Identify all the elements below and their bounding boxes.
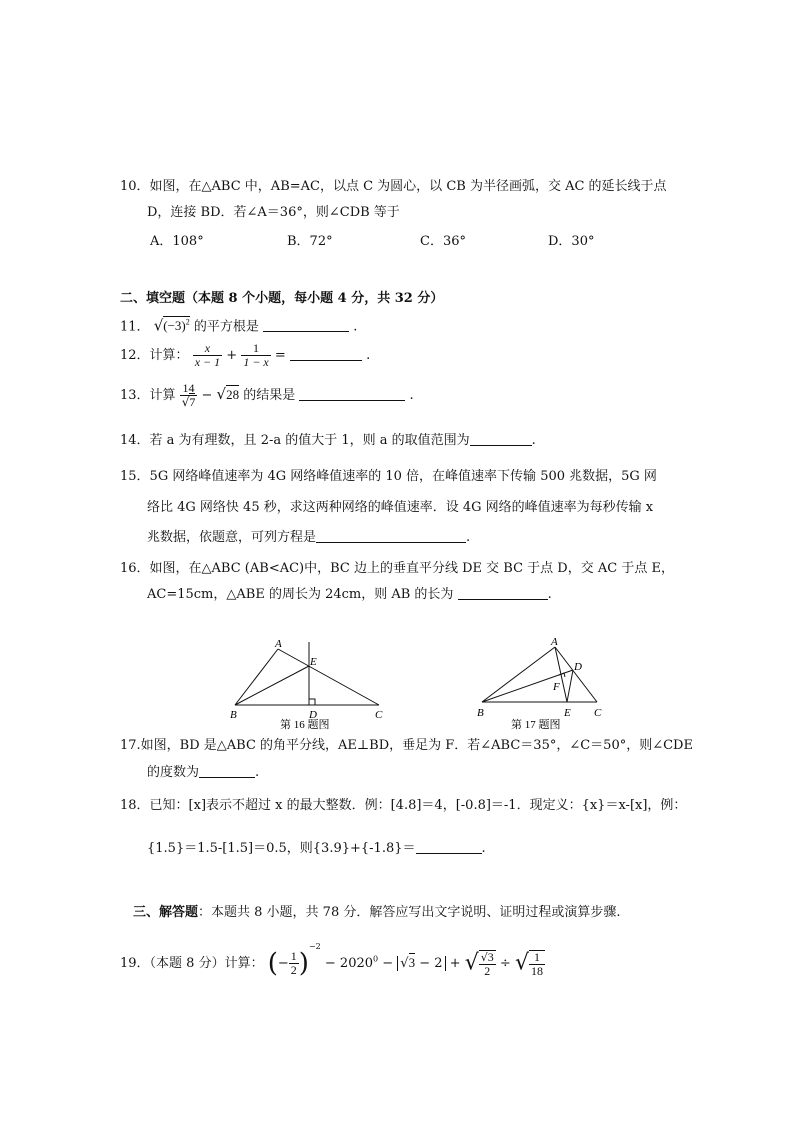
q12-fraction-2: $\frac{1}{1 - x}$ [243,341,269,369]
q12-fraction-1: $\frac{x}{x - 1}$ [194,341,221,369]
q18-answer-blank[interactable] [416,840,482,854]
q17-line1: 17.如图，BD 是△ABC 的角平分线，AE⊥BD，垂足为 F．若∠ABC＝35°，∠C＝50°，则∠CDE [120,738,693,753]
figure-16 [225,632,390,732]
label-e: E [310,656,317,668]
segment-ac [278,649,379,705]
label-d: D [574,661,582,673]
left-paren: ( [267,948,278,979]
q14-answer-blank[interactable] [470,432,532,446]
q19-year: 2020$^0$ [339,954,379,971]
q19-fraction-3: $\frac{1}{18}$ [530,949,543,978]
q19-fraction-1: $\frac{1}{2}$ [290,949,297,977]
q11-radicand: $(-3)^2$ [163,318,190,334]
figure-17 [475,632,615,732]
right-angle-mark [559,673,565,677]
q19-absolute-value: √3 − 2 [397,956,445,971]
q13: 13．计算 $\frac{14}{√7}$ − √28 的结果是 . [120,381,414,409]
q15-line3: 兆数据，依题意，可列方程是 . [147,530,471,545]
segment-be [235,666,309,705]
label-b: B [477,707,484,719]
figure-17-caption: 第 17 题图 [511,719,561,731]
q18-line1: 18．已知：[x]表示不超过 x 的最大整数．例：[4.8]＝4，[-0.8]＝-1．现定义：{x}＝x-[x]，例： [120,798,687,813]
label-a: A [551,636,558,648]
q16-answer-blank[interactable] [458,586,548,600]
q11: 11． $√(-3)^2$ 的平方根是 . [120,316,358,335]
label-e: E [564,707,571,719]
q13-text: 的结果是 [243,388,296,403]
q10-option-b: B．72° [287,234,333,249]
q12-prefix: 12．计算： [120,348,189,363]
q14-text: 14．若 a 为有理数，且 2-a 的值大于 1，则 a 的取值范围为 [120,433,470,448]
q15-line2: 络比 4G 网络快 45 秒，求这两种网络的峰值速率．设 4G 网络的峰值速率为每秒传输 x [147,500,654,515]
q14: 14．若 a 为有理数，且 2-a 的值大于 1，则 a 的取值范围为 . [120,433,536,448]
q11-number: 11． [120,319,150,335]
q13-prefix: 13．计算 [120,388,176,403]
q17-answer-blank[interactable] [199,764,255,778]
label-c: C [375,709,383,721]
q15-answer-blank[interactable] [316,529,466,543]
q11-text: 的平方根是 [193,319,259,335]
segment-de [567,670,573,702]
label-f: F [553,681,560,693]
q10-line1: 10．如图，在△ABC 中，AB=AC，以点 C 为圆心，以 CB 为半径画弧，交 AC 的延长线于点 [120,179,667,194]
figure-16-caption: 第 16 题图 [280,719,330,731]
right-angle-mark [309,699,315,705]
sqrt-sign: √ [464,950,479,976]
label-a: A [275,638,282,650]
sqrt-sign: √ [514,950,529,976]
q19: 19．（本题 8 分）计算： (− $\frac{1}{2}$ )$^{-2}$ − 2020$^0$ − √3 − 2 + √ $\frac{√3}{2}$ ÷ √ $\frac{1}{18}$ [120,942,543,979]
q10-option-c: C．36° [420,234,466,249]
section-3-heading: 三、解答题：本题共 8 小题，共 78 分．解答应写出文字说明、证明过程或演算步骤. [133,905,621,920]
label-b: B [230,709,237,721]
q17-line2: 的度数为 . [147,765,260,780]
q19-prefix: 19．（本题 8 分）计算： [120,956,264,971]
right-paren: ) [298,948,309,979]
sqrt-sign: √ [153,316,164,335]
sqrt-sign: √ [216,385,227,403]
segment-ab [482,647,555,702]
q10-option-d: D．30° [548,234,595,249]
q13-radicand: 28 [226,387,240,402]
q10-option-a: A．108° [150,234,204,249]
q13-answer-blank[interactable] [299,387,405,401]
label-d: D [309,709,317,721]
q16-line1: 16．如图，在△ABC (AB<AC)中，BC 边上的垂直平分线 DE 交 BC 于点 D，交 AC 于点 E， [120,561,674,576]
segment-ab [235,649,278,705]
section-2-heading: 二、填空题（本题 8 个小题，每小题 4 分，共 32 分） [120,291,444,306]
q13-fraction: $\frac{14}{√7}$ [181,381,196,409]
q10-line2: D，连接 BD．若∠A＝36°，则∠CDB 等于 [147,205,400,220]
q19-fraction-2: $\frac{√3}{2}$ [480,949,494,978]
label-c: C [594,707,602,719]
q11-answer-blank[interactable] [263,318,349,332]
q15-line1: 15．5G 网络峰值速率为 4G 网络峰值速率的 10 倍，在峰值速率下传输 500 兆数据，5G 网 [120,469,657,484]
q16-line2: AC=15cm，△ABE 的周长为 24cm，则 AB 的长为 . [147,587,552,602]
q12: 12．计算： $\frac{x}{x - 1}$ + $\frac{1}{1 - x}$ = . [120,341,371,369]
q12-answer-blank[interactable] [290,347,362,361]
q18-line2: {1.5}＝1.5-[1.5]＝0.5，则{3.9}+{-1.8}＝ . [147,841,486,856]
